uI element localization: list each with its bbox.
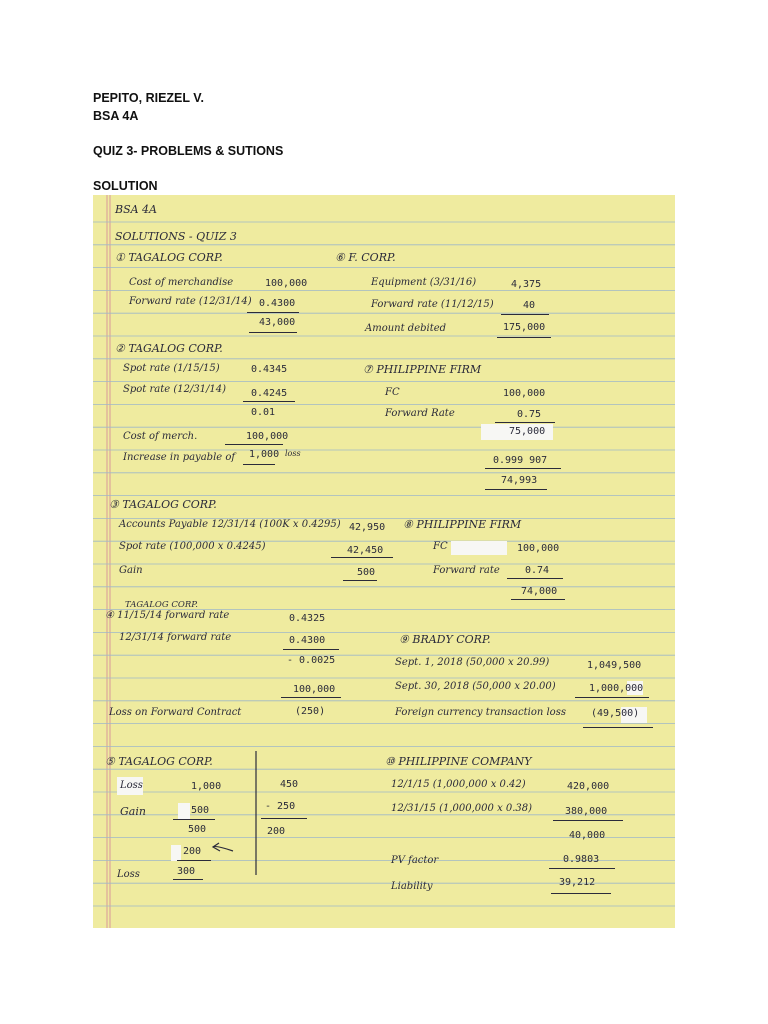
p4-label5: Loss on Forward Contract (109, 707, 242, 718)
p4-value3: - 0.0025 (287, 655, 336, 666)
p7-label2: Forward Rate (385, 408, 455, 419)
p3-value1: 42,950 (349, 522, 386, 533)
p1-label2: Forward rate (12/31/14) (129, 296, 252, 307)
sheet-title: SOLUTIONS - QUIZ 3 (115, 230, 237, 243)
student-name: PEPITO, RIEZEL V. (93, 91, 204, 105)
p2-title: ② TAGALOG CORP. (115, 342, 223, 355)
p3-label1: Accounts Payable 12/31/14 (100K x 0.4295) (119, 519, 341, 530)
handwritten-solution-photo (93, 195, 675, 928)
p7-value2: 0.75 (517, 409, 542, 420)
p7-value1: 100,000 (503, 388, 546, 399)
p5-label1: Loss (120, 780, 143, 791)
p2-value3: 0.01 (251, 407, 276, 418)
p7-value3: 75,000 (509, 426, 546, 437)
p1-value1: 100,000 (265, 278, 308, 289)
p8-value1: 100,000 (517, 543, 560, 554)
p9-underline (575, 697, 649, 698)
p5-value5: 300 (177, 866, 196, 877)
p9-label1: Sept. 1, 2018 (50,000 x 20.99) (395, 657, 550, 668)
p9-value2: 1,000,000 (589, 683, 644, 694)
yellow-legal-pad (93, 195, 675, 928)
p4-label2: 12/31/14 forward rate (119, 632, 232, 643)
p7-value4: 0.999 907 (493, 455, 548, 466)
p6-label2: Forward rate (11/12/15) (371, 299, 494, 310)
p7-double-underline (485, 489, 547, 490)
p9-label3: Foreign currency transaction loss (395, 707, 566, 718)
quiz-title: QUIZ 3- PROBLEMS & SUTIONS (93, 144, 284, 158)
p9-double-underline (583, 727, 653, 728)
p10-double-underline (551, 893, 611, 894)
p4-underline (283, 649, 339, 650)
student-section: BSA 4A (93, 109, 139, 123)
p3-value3: 500 (357, 567, 376, 578)
p6-label1: Equipment (3/31/16) (371, 277, 477, 288)
p4-value2: 0.4300 (289, 635, 326, 646)
p1-title: ① TAGALOG CORP. (115, 251, 223, 264)
p9-value3: (49,500) (591, 708, 640, 719)
p5-underline (173, 819, 215, 820)
p5-value4: 200 (183, 846, 202, 857)
p4-value4: 100,000 (293, 684, 336, 695)
p5-value3: 500 (188, 824, 207, 835)
p7-value5: 74,993 (501, 475, 538, 486)
p3-underline (331, 557, 393, 558)
p7-title: ⑦ PHILIPPINE FIRM (363, 363, 482, 376)
p3-double-underline (343, 580, 377, 581)
p5-label2: Gain (120, 805, 146, 818)
p2-underline3 (243, 464, 275, 465)
p10-value2: 380,000 (565, 806, 608, 817)
p4-label1: ④ 11/15/14 forward rate (105, 610, 230, 621)
p5-value2: 500 (191, 805, 210, 816)
p10-title: ⑩ PHILIPPINE COMPANY (385, 755, 532, 768)
p5-right1: 450 (280, 779, 299, 790)
p5-double-underline (173, 879, 203, 880)
p3-label2: Spot rate (100,000 x 0.4245) (119, 541, 266, 552)
p5-right2: - 250 (265, 801, 296, 812)
p5-label5: Loss (117, 869, 140, 880)
p5-underline-right (261, 818, 307, 819)
p10-label5: Liability (391, 881, 433, 892)
p3-value2: 42,450 (347, 545, 384, 556)
p4-value1: 0.4325 (289, 613, 326, 624)
p3-label3: Gain (119, 565, 143, 576)
p4-value5: (250) (295, 706, 326, 717)
p10-underline2 (549, 868, 615, 869)
p10-underline (553, 820, 623, 821)
sheet-section: BSA 4A (115, 203, 158, 216)
p5-value1: 1,000 (191, 781, 222, 792)
p10-label4: PV factor (391, 855, 439, 866)
p2-value2: 0.4245 (251, 388, 288, 399)
p6-label3: Amount debited (365, 323, 447, 334)
p4-title: TAGALOG CORP. (125, 600, 198, 610)
p1-label1: Cost of merchandise (129, 277, 234, 288)
p2-loss-note: loss (285, 449, 301, 458)
p7-underline (495, 422, 555, 423)
p2-label4: Cost of merch. (123, 431, 198, 442)
p2-value4: 100,000 (246, 431, 289, 442)
p5-title: ⑤ TAGALOG CORP. (105, 755, 213, 768)
p4-underline2 (281, 697, 341, 698)
p10-label1: 12/1/15 (1,000,000 x 0.42) (391, 779, 526, 790)
p2-underline2 (225, 444, 283, 445)
p7-underline2 (485, 468, 561, 469)
p3-title: ③ TAGALOG CORP. (109, 498, 217, 511)
p1-underline (247, 312, 299, 313)
p8-double-underline (511, 599, 565, 600)
p6-double-underline (497, 337, 551, 338)
p10-value5: 39,212 (559, 877, 596, 888)
p2-underline (243, 401, 295, 402)
p5-underline2 (177, 860, 211, 861)
p9-title: ⑨ BRADY CORP. (399, 633, 491, 646)
p1-result: 43,000 (259, 317, 296, 328)
p8-value2: 0.74 (525, 565, 550, 576)
p8-underline (507, 578, 563, 579)
p10-value3: 40,000 (569, 830, 606, 841)
p10-value4: 0.9803 (563, 854, 600, 865)
p6-value3: 175,000 (503, 322, 546, 333)
p5-whiteout3 (171, 845, 181, 861)
p2-label1: Spot rate (1/15/15) (123, 363, 220, 374)
p6-value2: 40 (523, 300, 536, 311)
p8-value3: 74,000 (521, 586, 558, 597)
solution-heading: SOLUTION (93, 179, 158, 193)
p6-underline (501, 314, 549, 315)
p1-value2: 0.4300 (259, 298, 296, 309)
p9-value1: 1,049,500 (587, 660, 642, 671)
p2-value1: 0.4345 (251, 364, 288, 375)
p9-label2: Sept. 30, 2018 (50,000 x 20.00) (395, 681, 556, 692)
p5-whiteout2 (178, 803, 190, 819)
p8-title: ⑧ PHILIPPINE FIRM (403, 518, 522, 531)
p10-label2: 12/31/15 (1,000,000 x 0.38) (391, 803, 533, 814)
p5-right3: 200 (267, 826, 286, 837)
p2-label5: Increase in payable of (123, 452, 236, 463)
p2-label2: Spot rate (12/31/14) (123, 384, 227, 395)
p1-double-underline (249, 332, 297, 333)
p8-label1: FC (433, 541, 448, 552)
p6-value1: 4,375 (511, 279, 542, 290)
p10-value1: 420,000 (567, 781, 610, 792)
p7-label1: FC (385, 387, 400, 398)
p8-label2: Forward rate (433, 565, 500, 576)
p2-value5: 1,000 (249, 449, 280, 460)
p8-whiteout (451, 541, 507, 555)
p6-title: ⑥ F. CORP. (335, 251, 396, 264)
